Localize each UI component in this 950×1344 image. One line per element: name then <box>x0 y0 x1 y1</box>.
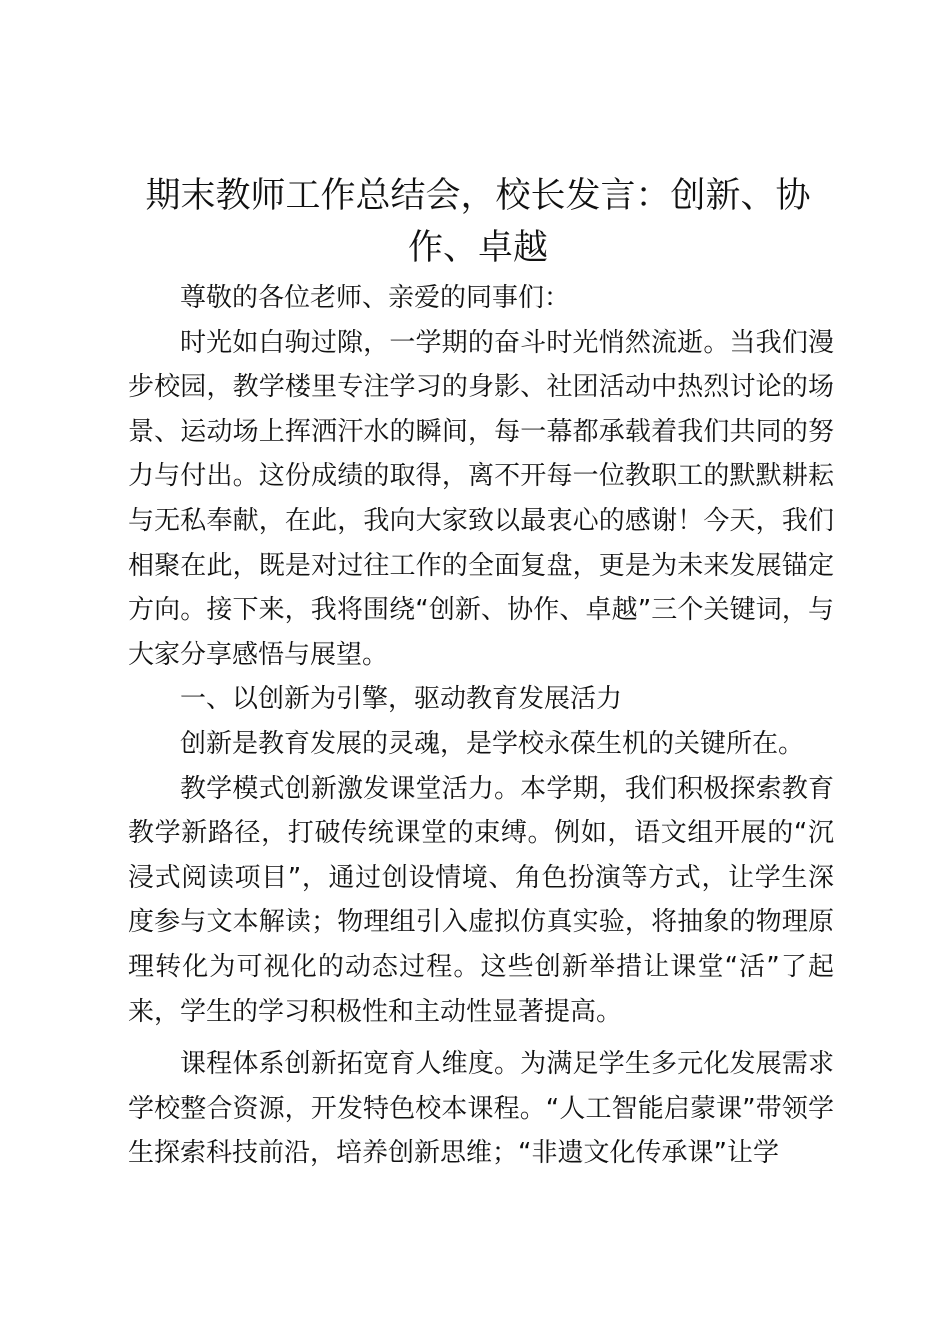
document-title: 期末教师工作总结会，校长发言：创新、协作、卓越 <box>145 176 811 268</box>
section-heading: 一、以创新为引擎，驱动教育发展活力 <box>180 684 623 715</box>
greeting-paragraph: 尊敬的各位老师、亲爱的同事们： <box>180 283 571 313</box>
body-paragraph: 课程体系创新拓宽育人维度。为满足学生多元化发展需求学校整合资源，开发特色校本课程。“人工智能启蒙课”带领学生探索科技前沿，培养创新思维；“非遗文化传承课”让学 <box>128 1049 834 1169</box>
document-body <box>128 276 834 1176</box>
body-paragraph: 创新是教育发展的灵魂，是学校永葆生机的关键所在。 <box>180 728 805 759</box>
intro-paragraph: 时光如白驹过隙，一学期的奋斗时光悄然流逝。当我们漫步校园，教学楼里专注学习的身影、社团活动中热烈讨论的场景、运动场上挥洒汗水的瞬间，每一幕都承载着我们共同的努力与付出。这份成绩的取得，离不开每一位教职工的默默耕耘与无私奉献，在此，我向大家致以最衷心的感谢！今天，我们相聚在此，既是对过往工作的全面复盘，更是为未来发展锚定方向。接下来，我将围绕“创新、协作、卓越”三个关键词，与大家分享感悟与展望。 <box>128 327 834 670</box>
body-paragraph: 教学模式创新激发课堂活力。本学期，我们积极探索教育教学新路径，打破传统课堂的束缚。例如，语文组开展的“沉浸式阅读项目”，通过创设情境、角色扮演等方式，让学生深度参与文本解读；物理组引入虚拟仿真实验，将抽象的物理原理转化为可视化的动态过程。这些创新举措让课堂“活”了起来，学生的学习积极性和主动性显著提高。 <box>128 773 834 1027</box>
